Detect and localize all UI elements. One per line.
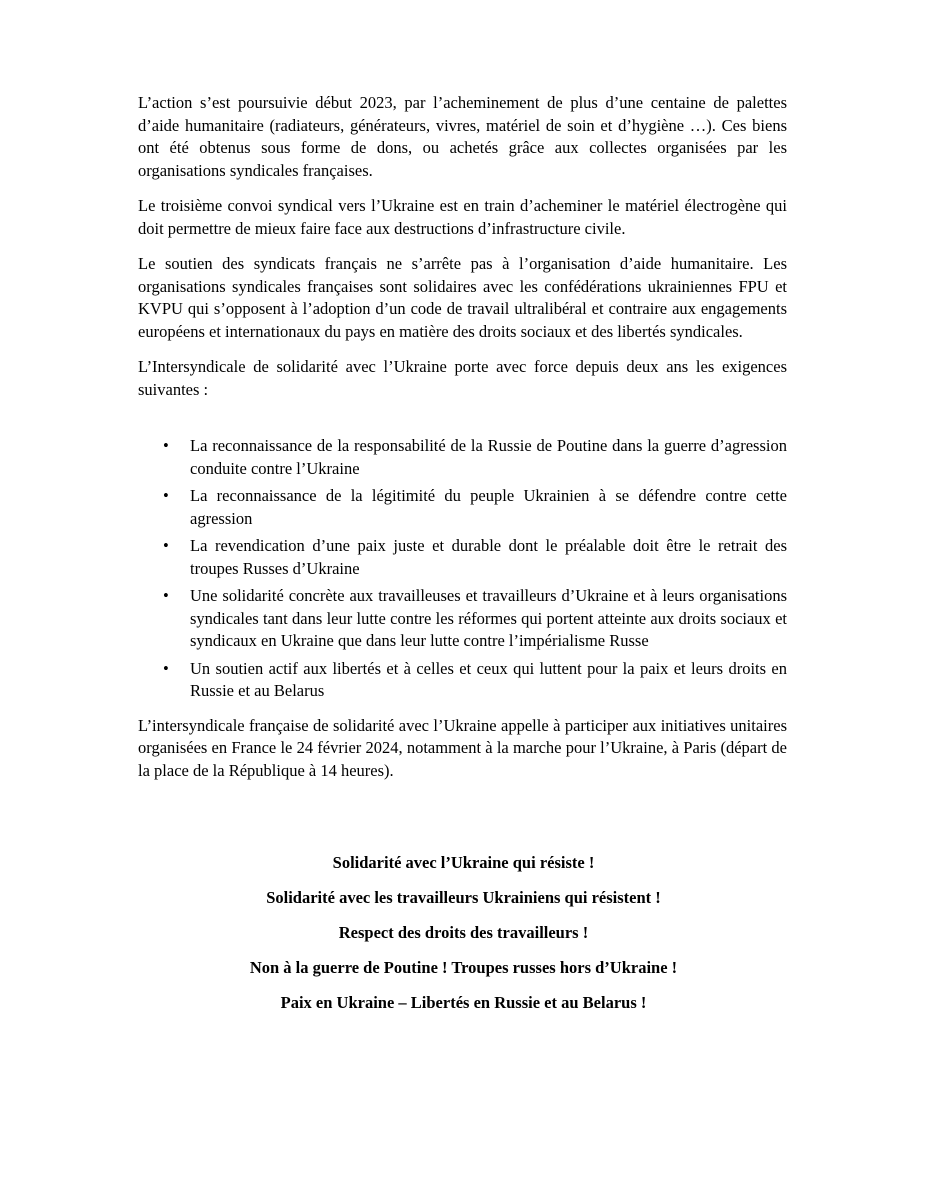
bullet-icon: • [163, 658, 169, 678]
paragraph-march-call: L’intersyndicale française de solidarité avec l’Ukraine appelle à participer aux initiatives unitaires organisées en France le 24 février 2024, notamment à la marche pour l’Ukraine, à Paris (départ de la place de la République à 14 heures). [138, 715, 787, 780]
list-item [138, 485, 787, 530]
slogan-line: Solidarité avec les travailleurs Ukrainiens qui résistent ! [266, 888, 661, 907]
list-item [138, 585, 787, 653]
bullet-icon: • [163, 536, 169, 555]
bullet-icon: • [163, 436, 169, 455]
paragraph-aid-shipment: L’action s’est poursuivie début 2023, par l’acheminement de plus d’une centaine de palettes d’aide humanitaire (radiateurs, générateurs, vivres, matériel de soin et d’hygiène …). Ces biens ont été obtenus sous forme de dons, ou achetés grâce aux collectes organisées par les organisations syndicales françaises. [138, 93, 787, 180]
slogan-line: Non à la guerre de Poutine ! Troupes russes hors d’Ukraine ! [249, 958, 678, 977]
slogan-line: Paix en Ukraine – Libertés en Russie et au Belarus ! [280, 993, 647, 1012]
document-body [138, 92, 787, 795]
list-item-text: Un soutien actif aux libertés et à celles et ceux qui luttent pour la paix et leurs droits en Russie et au Belarus [190, 658, 787, 700]
list-item [138, 658, 787, 703]
list-item-text: La reconnaissance de la responsabilité de la Russie de Poutine dans la guerre d’agression conduite contre l’Ukraine [190, 436, 787, 478]
list-item-text: Une solidarité concrète aux travailleuses et travailleurs d’Ukraine et à leurs organisations syndicales tant dans leur lutte contre les réformes qui portent atteinte aux droits sociaux et syndicaux en Ukraine que dans leur lutte contre l’impérialisme Russe [190, 586, 787, 650]
demands-list [138, 435, 787, 703]
bullet-icon: • [163, 486, 169, 505]
list-item [138, 535, 787, 580]
list-item [138, 435, 787, 480]
slogan-line: Solidarité avec l’Ukraine qui résiste ! [332, 853, 595, 872]
paragraph-union-support: Le soutien des syndicats français ne s’arrête pas à l’organisation d’aide humanitaire. Les organisations syndicales françaises sont solidaires avec les confédérations ukrainiennes FPU et KVPU qui s’opposent à l’adoption d’un code de travail ultralibéral et contraire aux engagements européens et internationaux du pays en matière des droits sociaux et des libertés syndicales. [138, 254, 787, 341]
bullet-icon: • [163, 586, 169, 605]
list-item-text: La reconnaissance de la légitimité du peuple Ukrainien à se défendre contre cette agression [190, 486, 787, 528]
list-item-text: La revendication d’une paix juste et durable dont le préalable doit être le retrait des troupes Russes d’Ukraine [190, 536, 787, 578]
paragraph-demands-intro: L’Intersyndicale de solidarité avec l’Ukraine porte avec force depuis deux ans les exigences suivantes : [138, 357, 787, 399]
slogan-line: Respect des droits des travailleurs ! [338, 923, 589, 942]
paragraph-third-convoy: Le troisième convoi syndical vers l’Ukraine est en train d’acheminer le matériel électrogène qui doit permettre de mieux faire face aux destructions d’infrastructure civile. [138, 196, 787, 238]
slogans-block [0, 852, 927, 1027]
